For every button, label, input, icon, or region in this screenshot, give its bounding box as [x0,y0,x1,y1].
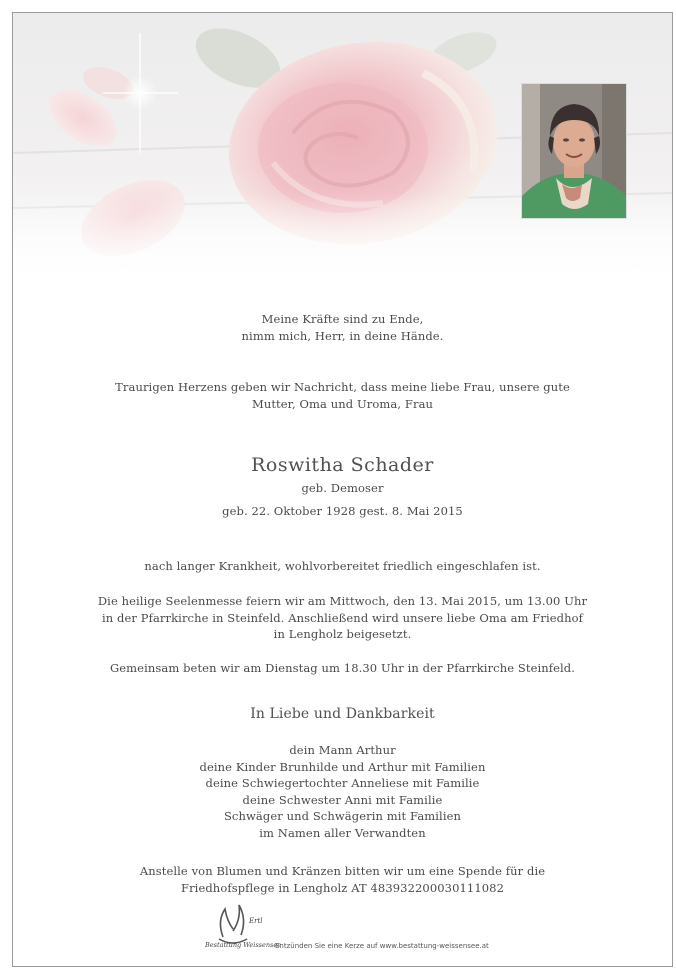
mourner-line: Schwäger und Schwägerin mit Familien [223,809,462,823]
intro-line: Traurigen Herzens geben wir Nachricht, dass meine liebe Frau, unsere gute [115,380,570,394]
candle-link-text: Entzünden Sie eine Kerze auf www.bestattung-weissensee.at [275,942,489,950]
mourner-line: dein Mann Arthur [289,743,396,757]
mass-line: in Lengholz beigesetzt. [273,627,412,641]
obituary-card [12,12,673,967]
logo-text-bestattung: Bestattung Weissensee [205,941,282,949]
verse [13,311,672,344]
prayer-info: Gemeinsam beten wir am Dienstag um 18.30 Uhr in der Pfarrkirche Steinfeld. [109,661,576,675]
mourner-line: deine Kinder Brunhilde und Arthur mit Familien [199,759,486,774]
closing-heading: In Liebe und Dankbarkeit [250,706,435,722]
logo-text-ertl: Ertl [249,917,263,925]
funeral-mass-info [13,593,672,643]
donation-request [13,863,672,896]
donation-line: Anstelle von Blumen und Kränzen bitten wir um eine Spende für die [139,864,546,878]
deceased-name: Roswitha Schader [251,454,434,476]
mourner-line: deine Schwester Anni mit Familie [242,792,443,807]
verse-line: Meine Kräfte sind zu Ende, [261,312,424,326]
mass-line: in der Pfarrkirche in Steinfeld. Anschließend wird unsere liebe Oma am Friedhof [102,610,583,625]
announcement-intro [13,379,672,412]
mass-line: Die heilige Seelenmesse feiern wir am Mittwoch, den 13. Mai 2015, um 13.00 Uhr [97,594,588,608]
life-dates: geb. 22. Oktober 1928 gest. 8. Mai 2015 [222,504,463,518]
maiden-name: geb. Demoser [301,481,384,495]
intro-line: Mutter, Oma und Uroma, Frau [251,396,434,411]
mourner-line: im Namen aller Verwandten [259,825,426,840]
verse-line: nimm mich, Herr, in deine Hände. [241,328,444,343]
deceased-portrait-photo [521,83,627,219]
donation-line: Friedhofspflege in Lengholz AT 483932200030111082 [180,880,504,895]
passing-statement: nach langer Krankheit, wohlvorbereitet friedlich eingeschlafen ist. [144,559,541,573]
mourners-list [13,742,672,841]
mourner-line: deine Schwiegertochter Anneliese mit Familie [205,776,480,790]
